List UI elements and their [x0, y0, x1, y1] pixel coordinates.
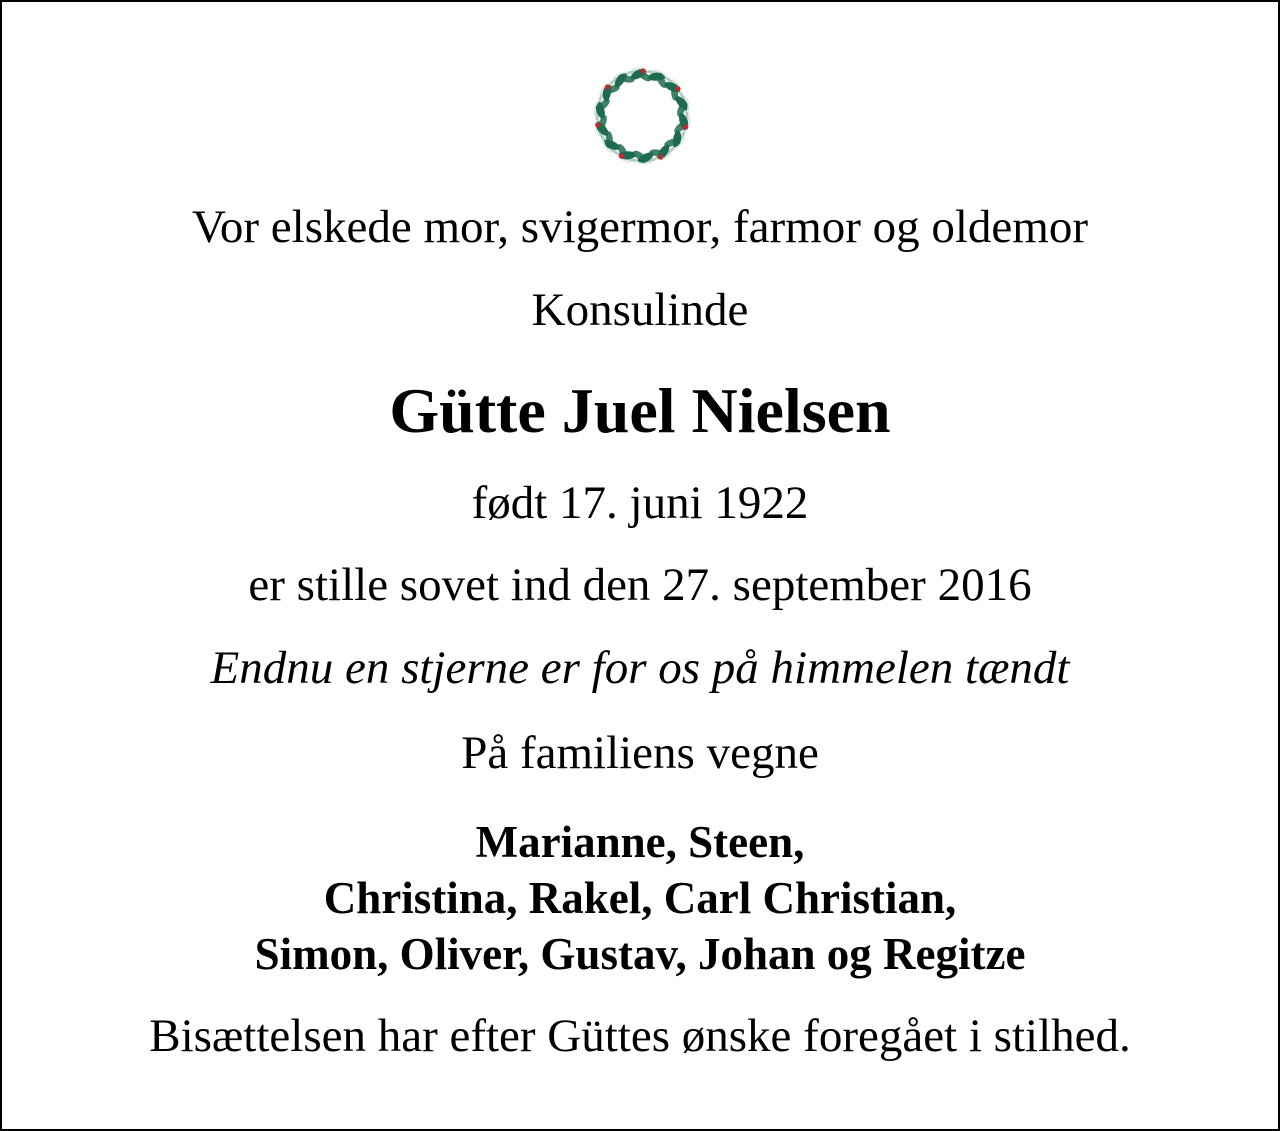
- birth-date-line: født 17. juni 1922: [471, 477, 809, 529]
- family-names: [2, 814, 1278, 982]
- intro-line: Vor elskede mor, svigermor, farmor og oldemor: [192, 201, 1088, 253]
- family-line: Christina, Rakel, Carl Christian,: [323, 873, 957, 923]
- title-line: Konsulinde: [531, 284, 749, 336]
- death-date-line: er stille sovet ind den 27. september 2016: [248, 559, 1032, 611]
- family-line: Simon, Oliver, Gustav, Johan og Regitze: [254, 929, 1026, 979]
- on-behalf-line: På familiens vegne: [461, 727, 819, 779]
- wreath-icon: [586, 62, 698, 170]
- deceased-name: Gütte Juel Nielsen: [389, 375, 891, 446]
- family-line: Marianne, Steen,: [475, 817, 805, 867]
- funeral-note: Bisættelsen har efter Güttes ønske foregået i stilhed.: [149, 1010, 1131, 1062]
- verse-line: Endnu en stjerne er for os på himmelen tændt: [210, 642, 1070, 694]
